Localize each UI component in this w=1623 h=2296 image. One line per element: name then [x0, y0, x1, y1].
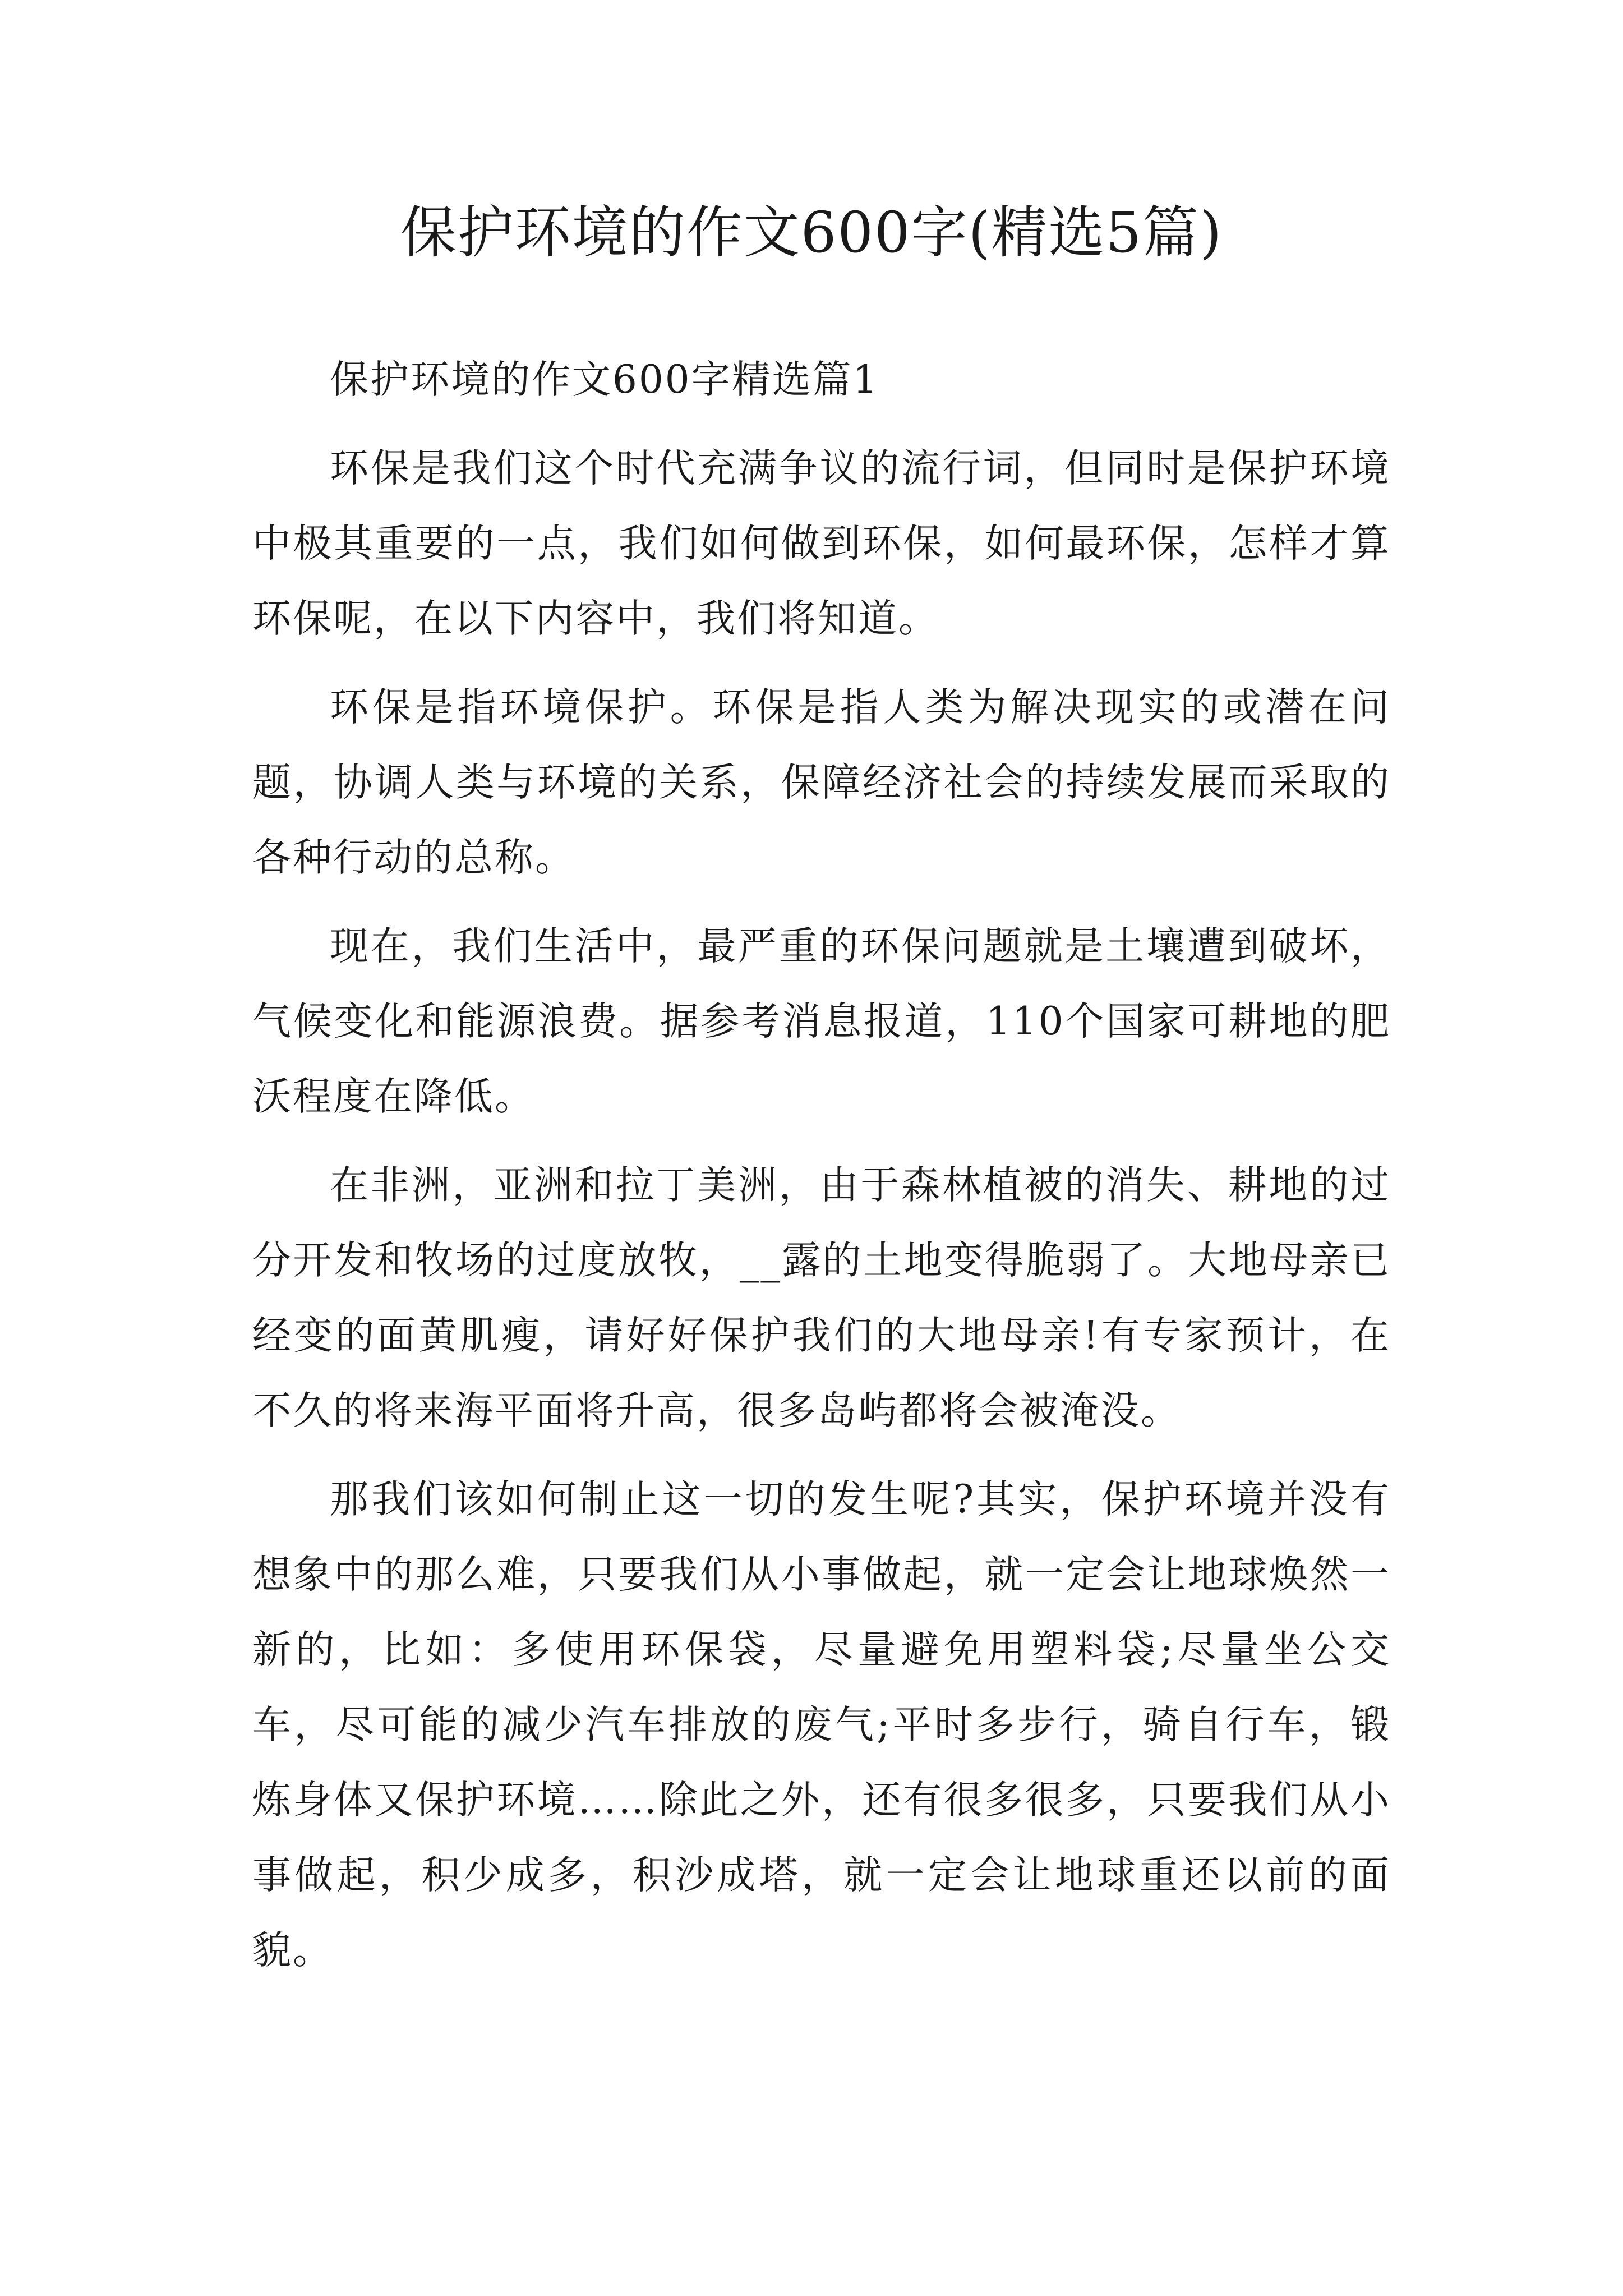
paragraph-5: 那我们该如何制止这一切的发生呢?其实，保护环境并没有想象中的那么难，只要我们从小事做起，就一定会让地球焕然一新的，比如：多使用环保袋，尽量避免用塑料袋;尽量坐公交车，尽可能的减少汽车排放的废气;平时多步行，骑自行车，锻炼身体又保护环境……除此之外，还有很多很多，只要我们从小事做起，积少成多，积沙成塔，就一定会让地球重还以前的面貌。 — [252, 1477, 1391, 1973]
document-body — [252, 342, 1391, 2001]
paragraph-1: 环保是我们这个时代充满争议的流行词，但同时是保护环境中极其重要的一点，我们如何做到环保，如何最环保，怎样才算环保呢，在以下内容中，我们将知道。 — [252, 446, 1391, 641]
document-title: 保护环境的作文600字(精选5篇) — [400, 200, 1223, 265]
paragraph-2: 环保是指环境保护。环保是指人类为解决现实的或潜在问题，协调人类与环境的关系，保障经济社会的持续发展而采取的各种行动的总称。 — [252, 685, 1391, 880]
paragraph-4: 在非洲，亚洲和拉丁美洲，由于森林植被的消失、耕地的过分开发和牧场的过度放牧，__露的土地变得脆弱了。大地母亲已经变的面黄肌瘦，请好好保护我们的大地母亲!有专家预计，在不久的将来海平面将升高，很多岛屿都将会被淹没。 — [252, 1163, 1391, 1433]
paragraph-3: 现在，我们生活中，最严重的环保问题就是土壤遭到破坏，气候变化和能源浪费。据参考消息报道，110个国家可耕地的肥沃程度在降低。 — [252, 924, 1391, 1119]
section-heading: 保护环境的作文600字精选篇1 — [330, 357, 879, 402]
